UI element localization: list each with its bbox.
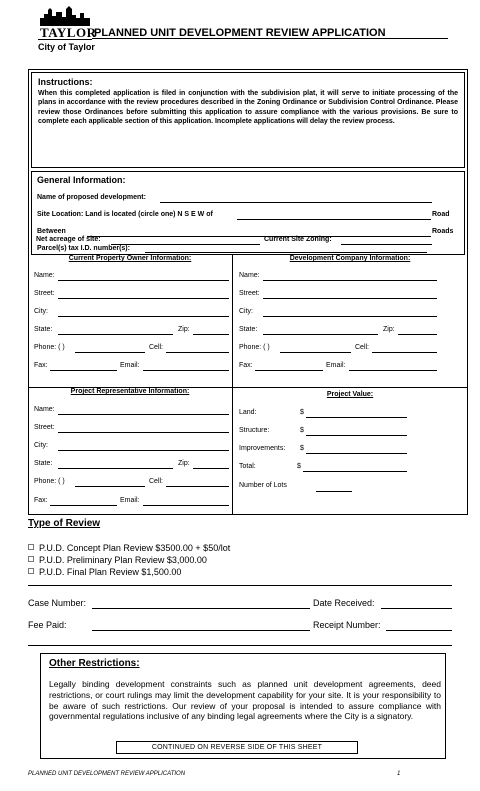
company-fax-label: Fax: [239, 362, 253, 369]
company-zip-label: Zip: [383, 326, 395, 333]
rep-phone-field[interactable] [75, 486, 145, 487]
city-logo [38, 6, 97, 40]
total-dollar: $ [297, 463, 301, 470]
owner-name-field[interactable] [58, 280, 229, 281]
company-email-field[interactable] [349, 370, 437, 371]
road-label: Road [432, 211, 450, 218]
owner-heading: Current Property Owner Information: [68, 255, 192, 262]
roads-label: Roads [432, 228, 454, 235]
page-number: 1 [397, 771, 401, 777]
date-received-label: Date Received: [313, 598, 375, 608]
owner-fax-field[interactable] [50, 370, 117, 371]
representative-heading: Project Representative Information: [70, 388, 190, 395]
lots-label: Number of Lots [239, 482, 287, 489]
lots-field[interactable] [316, 491, 352, 492]
other-restrictions-heading: Other Restrictions: [49, 658, 140, 669]
owner-name-label: Name: [34, 272, 55, 279]
date-received-field[interactable] [381, 608, 452, 609]
general-heading: General Information: [37, 175, 126, 185]
rep-city-label: City: [34, 442, 48, 449]
company-city-label: City: [239, 308, 253, 315]
site-location-field[interactable] [237, 219, 431, 220]
owner-phone-field[interactable] [75, 352, 145, 353]
company-cell-label: Cell: [355, 344, 370, 351]
between-label: Between [37, 228, 66, 235]
improvements-field[interactable] [306, 453, 407, 454]
owner-city-label: City: [34, 308, 48, 315]
structure-field[interactable] [306, 435, 407, 436]
owner-zip-field[interactable] [193, 334, 229, 335]
instructions-heading: Instructions: [38, 77, 93, 87]
rep-fax-field[interactable] [50, 505, 117, 506]
rep-cell-field[interactable] [166, 486, 229, 487]
receipt-number-label: Receipt Number: [313, 620, 381, 630]
site-location-label: Site Location: Land is located (circle one) N S E W of [37, 211, 213, 218]
total-label: Total: [239, 463, 256, 470]
receipt-number-field[interactable] [386, 630, 452, 631]
concept-plan-checkbox[interactable] [28, 544, 34, 550]
type-of-review-heading: Type of Review [28, 518, 101, 529]
header-rule [92, 38, 448, 39]
zoning-field[interactable] [341, 244, 432, 245]
company-heading: Development Company Information: [289, 255, 411, 262]
rep-street-field[interactable] [58, 432, 229, 433]
logo-underline [38, 39, 92, 40]
rep-cell-label: Cell: [149, 478, 164, 485]
land-dollar: $ [300, 409, 304, 416]
company-street-label: Street: [239, 290, 260, 297]
development-name-label: Name of proposed development: [37, 194, 146, 201]
owner-street-field[interactable] [58, 298, 229, 299]
final-plan-checkbox[interactable] [28, 568, 34, 574]
office-divider [28, 645, 452, 646]
owner-email-label: Email: [120, 362, 140, 369]
structure-label: Structure: [239, 427, 270, 434]
review-divider [28, 585, 452, 586]
company-city-field[interactable] [263, 316, 437, 317]
rep-zip-label: Zip: [178, 460, 190, 467]
logo-text: TAYLOR [40, 25, 97, 40]
rep-phone-label: Phone: ( ) [34, 478, 65, 485]
improvements-label: Improvements: [239, 445, 286, 452]
rep-state-label: State: [34, 460, 53, 467]
city-name: City of Taylor [38, 42, 95, 52]
land-label: Land: [239, 409, 257, 416]
instructions-box [31, 72, 465, 168]
rep-city-field[interactable] [58, 450, 229, 451]
company-phone-label: Phone: ( ) [239, 344, 270, 351]
preliminary-plan-label: P.U.D. Preliminary Plan Review $3,000.00 [39, 555, 207, 565]
rep-street-label: Street: [34, 424, 55, 431]
owner-phone-label: Phone: ( ) [34, 344, 65, 351]
rep-fax-label: Fax: [34, 497, 48, 504]
rep-email-field[interactable] [143, 505, 229, 506]
land-field[interactable] [306, 417, 407, 418]
company-fax-field[interactable] [255, 370, 323, 371]
case-number-label: Case Number: [28, 598, 87, 608]
structure-dollar: $ [300, 427, 304, 434]
other-restrictions-text: Legally binding development constraints such as planned unit development agreements, deed restrictions, or court rulings may limit the development capability for your site. It is your responsibility to be aware of such restrictions. Our review of your proposal is intended to assure compliance with governmental regulations inclusive of any binding legal agreements where the City is a signatory. [49, 679, 441, 722]
owner-zip-label: Zip: [178, 326, 190, 333]
company-street-field[interactable] [263, 298, 437, 299]
company-state-label: State: [239, 326, 258, 333]
development-name-field[interactable] [160, 202, 432, 203]
owner-city-field[interactable] [58, 316, 229, 317]
parcel-field[interactable] [145, 252, 427, 253]
company-phone-field[interactable] [280, 352, 351, 353]
rep-state-field[interactable] [58, 468, 173, 469]
footer-label: PLANNED UNIT DEVELOPMENT REVIEW APPLICATION [28, 771, 186, 777]
preliminary-plan-checkbox[interactable] [28, 556, 34, 562]
project-value-heading: Project Value: [326, 391, 374, 398]
fee-paid-field[interactable] [92, 630, 310, 631]
zoning-label: Current Site Zoning: [264, 236, 332, 243]
owner-fax-label: Fax: [34, 362, 48, 369]
company-zip-field[interactable] [398, 334, 437, 335]
final-plan-option[interactable] [28, 567, 181, 577]
concept-plan-option[interactable] [28, 543, 230, 553]
form-title: PLANNED UNIT DEVELOPMENT REVIEW APPLICATION [94, 27, 386, 39]
company-name-field[interactable] [263, 280, 437, 281]
rep-name-field[interactable] [58, 414, 229, 415]
company-state-field[interactable] [263, 334, 378, 335]
owner-street-label: Street: [34, 290, 55, 297]
acreage-label: Net acreage of site: [36, 236, 101, 243]
parcel-label: Parcel(s) tax I.D. number(s): [37, 245, 130, 252]
company-name-label: Name: [239, 272, 260, 279]
final-plan-label: P.U.D. Final Plan Review $1,500.00 [39, 567, 182, 577]
company-cell-field[interactable] [372, 352, 437, 353]
instructions-text: When this completed application is filed in conjunction with the subdivision plat, it will serve to initiate processing of the plans in accordance with the review procedures described in the Zoning Ordinance or Subdivision Control Ordinance. Please review those Ordinances before submitting this application to assure compliance with the various provisions. Be sure to complete each applicable section of this application. Incomplete applications will delay the review process. [38, 90, 458, 125]
skyline-icon [38, 6, 92, 26]
preliminary-plan-option[interactable] [28, 555, 207, 565]
between-field[interactable] [87, 236, 431, 237]
company-email-label: Email: [326, 362, 346, 369]
concept-plan-label: P.U.D. Concept Plan Review $3500.00 + $50/lot [39, 543, 231, 553]
owner-cell-field[interactable] [166, 352, 229, 353]
column-divider [232, 255, 233, 515]
acreage-field[interactable] [111, 244, 260, 245]
owner-state-field[interactable] [58, 334, 173, 335]
case-number-field[interactable] [92, 608, 310, 609]
continued-notice: CONTINUED ON REVERSE SIDE OF THIS SHEET [116, 741, 358, 754]
owner-cell-label: Cell: [149, 344, 164, 351]
rep-email-label: Email: [120, 497, 140, 504]
rep-zip-field[interactable] [193, 468, 229, 469]
owner-state-label: State: [34, 326, 53, 333]
improvements-dollar: $ [300, 445, 304, 452]
rep-name-label: Name: [34, 406, 55, 413]
total-field[interactable] [303, 471, 407, 472]
owner-email-field[interactable] [143, 370, 229, 371]
fee-paid-label: Fee Paid: [28, 620, 67, 630]
